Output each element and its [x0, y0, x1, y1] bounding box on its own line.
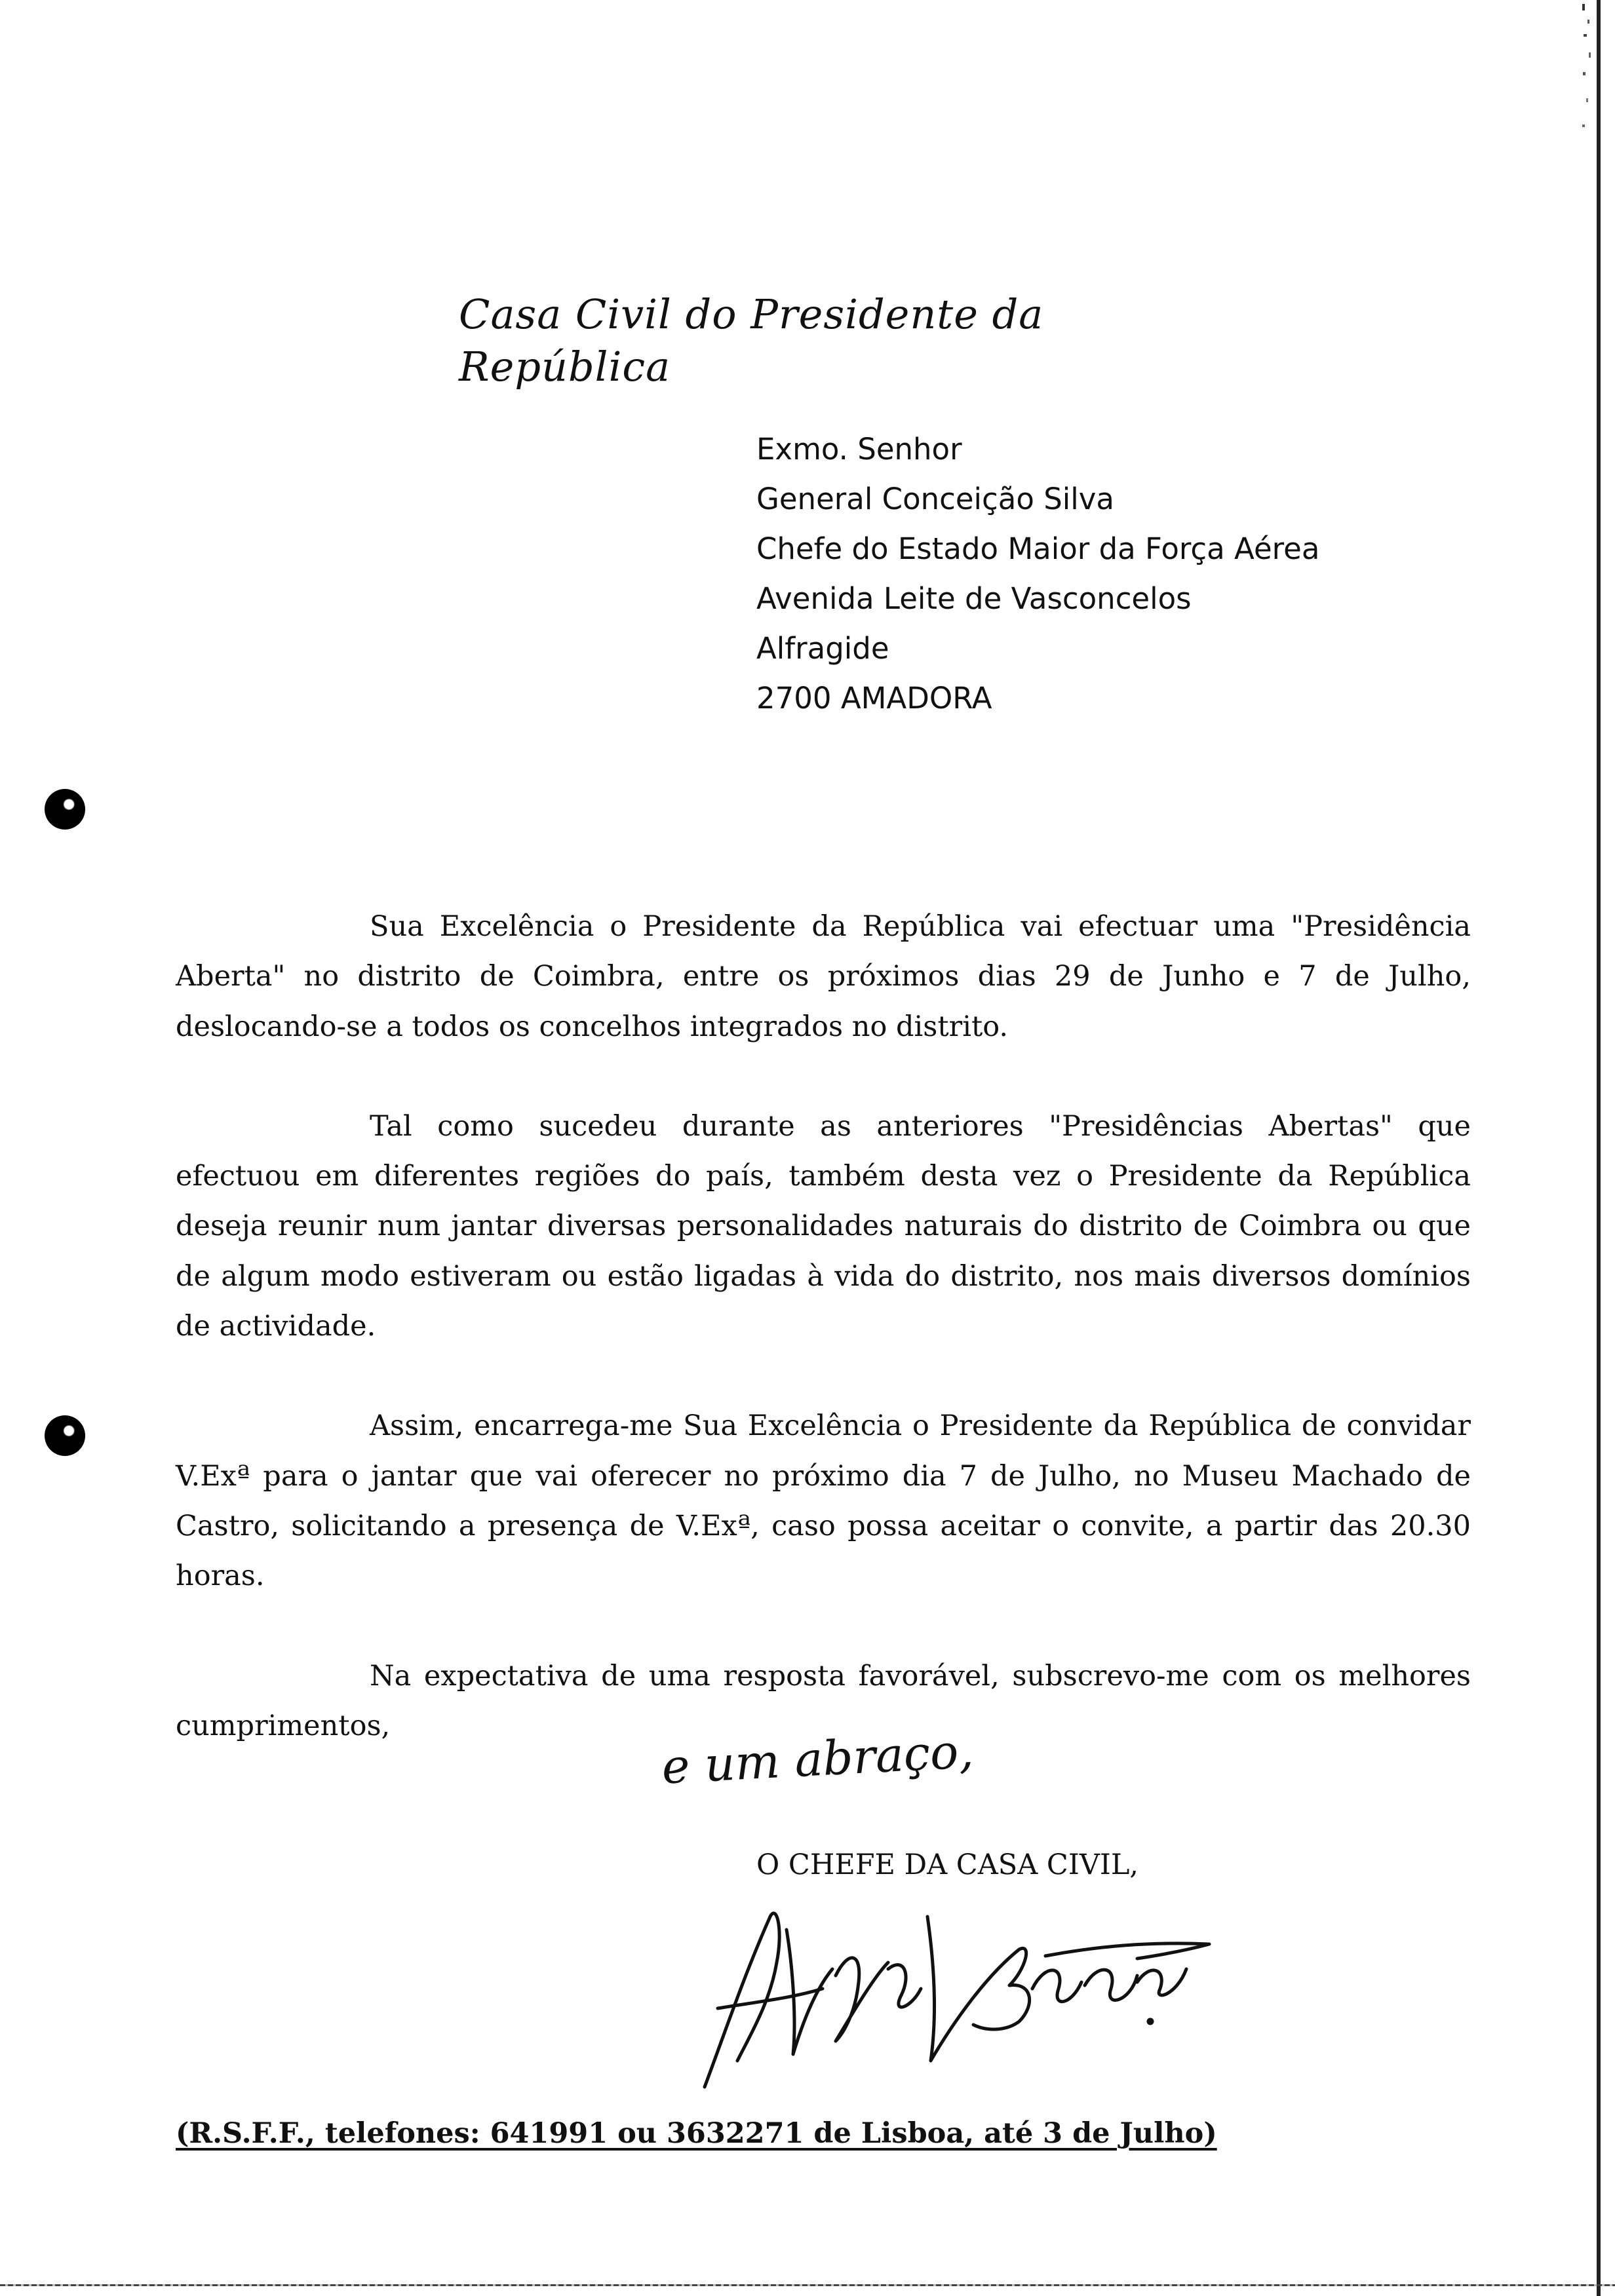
recipient-title: Chefe do Estado Maior da Força Aérea: [756, 531, 1320, 566]
footer-note: [176, 2114, 1355, 2153]
recipient-street: Avenida Leite de Vasconcelos: [756, 581, 1192, 616]
scan-noise: [1580, 0, 1606, 157]
punch-hole: [45, 1415, 85, 1456]
scan-bottom-edge: [0, 2284, 1615, 2286]
paragraph-1: Sua Excelência o Presidente da República vai efectuar uma "Presidência Aberta" no distrito de Coimbra, entre os próximos dias 29 de Junho e 7 de Julho, deslocando-se a todos os concelhos integrados no distrito.: [176, 910, 1471, 1043]
recipient-salutation: Exmo. Senhor: [756, 432, 962, 467]
letter-body: [176, 902, 1471, 1751]
paragraph-3: Assim, encarrega-me Sua Excelência o Presidente da República de convidar V.Exª para o jantar que vai oferecer no próximo dia 7 de Julho, no Museu Machado de Castro, solicitando a presença de V.Exª, caso possa aceitar o convite, a partir das 20.30 horas.: [176, 1409, 1471, 1593]
recipient-address: [756, 425, 1412, 723]
footer-note-text: (R.S.F.F., telefones: 641991 ou 3632271 de Lisboa, até 3 de Julho): [176, 2117, 1217, 2150]
recipient-postal: 2700 AMADORA: [756, 681, 992, 716]
signatory-title: O CHEFE DA CASA CIVIL,: [756, 1848, 1139, 1881]
scan-edge: [1597, 0, 1601, 2296]
recipient-name: General Conceição Silva: [756, 482, 1114, 516]
letterhead: Casa Civil do Presidente da República: [459, 290, 1044, 391]
punch-hole: [45, 789, 85, 830]
handwritten-closing: e um abraço,: [660, 1723, 975, 1795]
recipient-locality: Alfragide: [756, 631, 889, 666]
paragraph-4: Na expectativa de uma resposta favorável, subscrevo-me com os melhores cumprimentos,: [176, 1659, 1471, 1742]
paragraph-2: Tal como sucedeu durante as anteriores "Presidências Abertas" que efectuou em diferentes regiões do país, também desta vez o Presidente da República deseja reunir num jantar diversas personalidades naturais do distrito de Coimbra ou que de algum modo estiveram ou estão ligadas à vida do distrito, nos mais diversos domínios de actividade.: [176, 1109, 1471, 1343]
handwritten-signature: [678, 1890, 1242, 2094]
